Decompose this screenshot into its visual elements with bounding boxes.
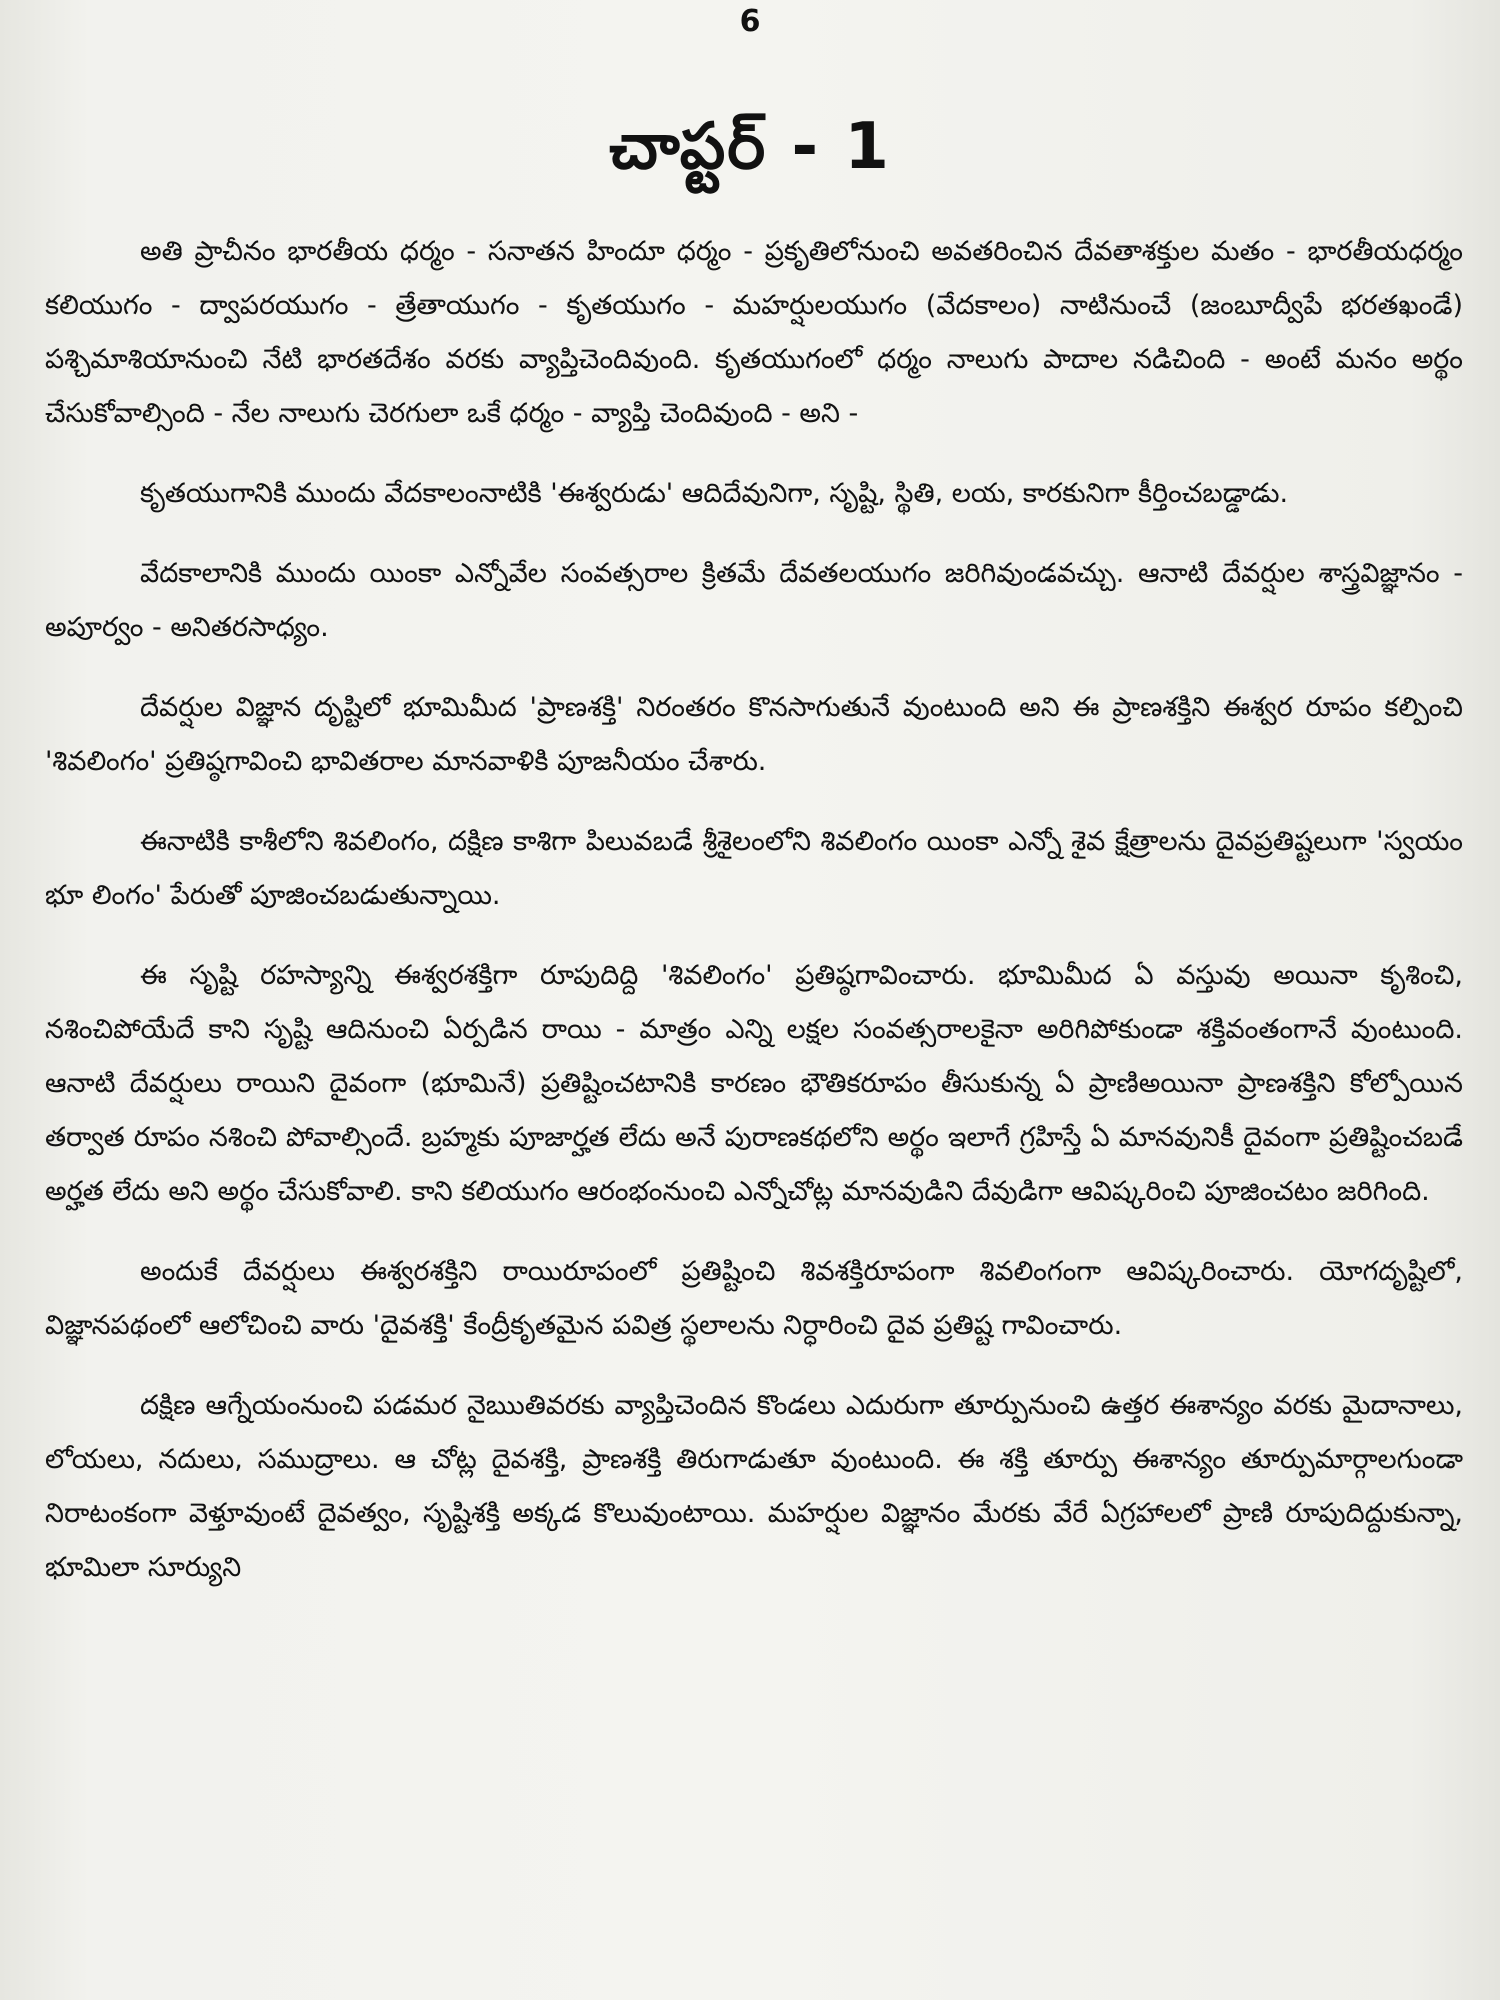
page-number: 6 xyxy=(739,4,761,39)
paragraph-5: ఈనాటికి కాశీలోని శివలింగం, దక్షిణ కాశిగా పిలువబడే శ్రీశైలంలోని శివలింగం యింకా ఎన్నో శైవ క్షేత్రాలను దైవప్రతిష్టలుగా 'స్వయం భూ లింగం' పేరుతో పూజించబడుతున్నాయి. xyxy=(45,826,1463,911)
paragraph-7: అందుకే దేవర్షులు ఈశ్వరశక్తిని రాయిరూపంలో ప్రతిష్టించి శివశక్తిరూపంగా శివలింగంగా ఆవిష్కరించారు. యోగదృష్టిలో, విజ్ఞానపథంలో ఆలోచించి వారు 'దైవశక్తి' కేంద్రీకృతమైన పవిత్ర స్థలాలను నిర్ధారించి దైవ ప్రతిష్ట గావించారు. xyxy=(45,1256,1463,1341)
paragraph-4: దేవర్షుల విజ్ఞాన దృష్టిలో భూమిమీద 'ప్రాణశక్తి' నిరంతరం కొనసాగుతునే వుంటుంది అని ఈ ప్రాణశక్తిని ఈశ్వర రూపం కల్పించి 'శివలింగం' ప్రతిష్ఠగావించి భావితరాల మానవాళికి పూజనీయం చేశారు. xyxy=(45,692,1463,777)
chapter-title: చాప్టర్ - 1 xyxy=(609,110,891,184)
paragraph-3: వేదకాలానికి ముందు యింకా ఎన్నోవేల సంవత్సరాల క్రితమే దేవతలయుగం జరిగివుండవచ్చు. ఆనాటి దేవర్షుల శాస్త్రవిజ్ఞానం - అపూర్వం - అనితరసాధ్యం. xyxy=(45,558,1463,643)
paragraph-2: కృతయుగానికి ముందు వేదకాలంనాటికి 'ఈశ్వరుడు' ఆదిదేవునిగా, సృష్టి, స్థితి, లయ, కారకునిగా కీర్తించబడ్డాడు. xyxy=(140,478,1289,509)
chapter-body xyxy=(45,225,1463,1995)
paragraph-8: దక్షిణ ఆగ్నేయంనుంచి పడమర నైఋతివరకు వ్యాప్తిచెందిన కొండలు ఎదురుగా తూర్పునుంచి ఉత్తర ఈశాన్యం వరకు మైదానాలు, లోయలు, నదులు, సముద్రాలు. ఆ చోట్ల దైవశక్తి, ప్రాణశక్తి తిరుగాడుతూ వుంటుంది. ఈ శక్తి తూర్పు ఈశాన్యం తూర్పుమార్గాలగుండా నిరాటంకంగా వెళ్తూవుంటే దైవత్వం, సృష్టిశక్తి అక్కడ కొలువుంటాయి. మహర్షుల విజ్ఞానం మేరకు వేరే ఏగ్రహాలలో ప్రాణి రూపుదిద్దుకున్నా, భూమిలా సూర్యుని xyxy=(45,1390,1463,1583)
paragraph-6: ఈ సృష్టి రహస్యాన్ని ఈశ్వరశక్తిగా రూపుదిద్ది 'శివలింగం' ప్రతిష్ఠగావించారు. భూమిమీద ఏ వస్తువు అయినా కృశించి, నశించిపోయేదే కాని సృష్టి ఆదినుంచి ఏర్పడిన రాయి - మాత్రం ఎన్ని లక్షల సంవత్సరాలకైనా అరిగిపోకుండా శక్తివంతంగానే వుంటుంది. ఆనాటి దేవర్షులు రాయిని దైవంగా (భూమినే) ప్రతిష్టించటానికి కారణం భౌతికరూపం తీసుకున్న ఏ ప్రాణిఅయినా ప్రాణశక్తిని కోల్పోయిన తర్వాత రూపం నశించి పోవాల్సిందే. బ్రహ్మకు పూజార్హత లేదు అనే పురాణకథలోని అర్థం ఇలాగే గ్రహిస్తే ఏ మానవునికీ దైవంగా ప్రతిష్టించబడే అర్హత లేదు అని అర్థం చేసుకోవాలి. కాని కలియుగం ఆరంభంనుంచి ఎన్నోచోట్ల మానవుడిని దేవుడిగా ఆవిష్కరించి పూజించటం జరిగింది. xyxy=(45,960,1463,1207)
paragraph-1: అతి ప్రాచీనం భారతీయ ధర్మం - సనాతన హిందూ ధర్మం - ప్రకృతిలోనుంచి అవతరించిన దేవతాశక్తుల మతం - భారతీయధర్మం కలియుగం - ద్వాపరయుగం - త్రేతాయుగం - కృతయుగం - మహర్షులయుగం (వేదకాలం) నాటినుంచే (జంబూద్వీపే భరతఖండే) పశ్చిమాశియానుంచి నేటి భారతదేశం వరకు వ్యాప్తిచెందివుంది. కృతయుగంలో ధర్మం నాలుగు పాదాల నడిచింది - అంటే మనం అర్థం చేసుకోవాల్సింది - నేల నాలుగు చెరగులా ఒకే ధర్మం - వ్యాప్తి చెందివుంది - అని - xyxy=(45,236,1463,429)
